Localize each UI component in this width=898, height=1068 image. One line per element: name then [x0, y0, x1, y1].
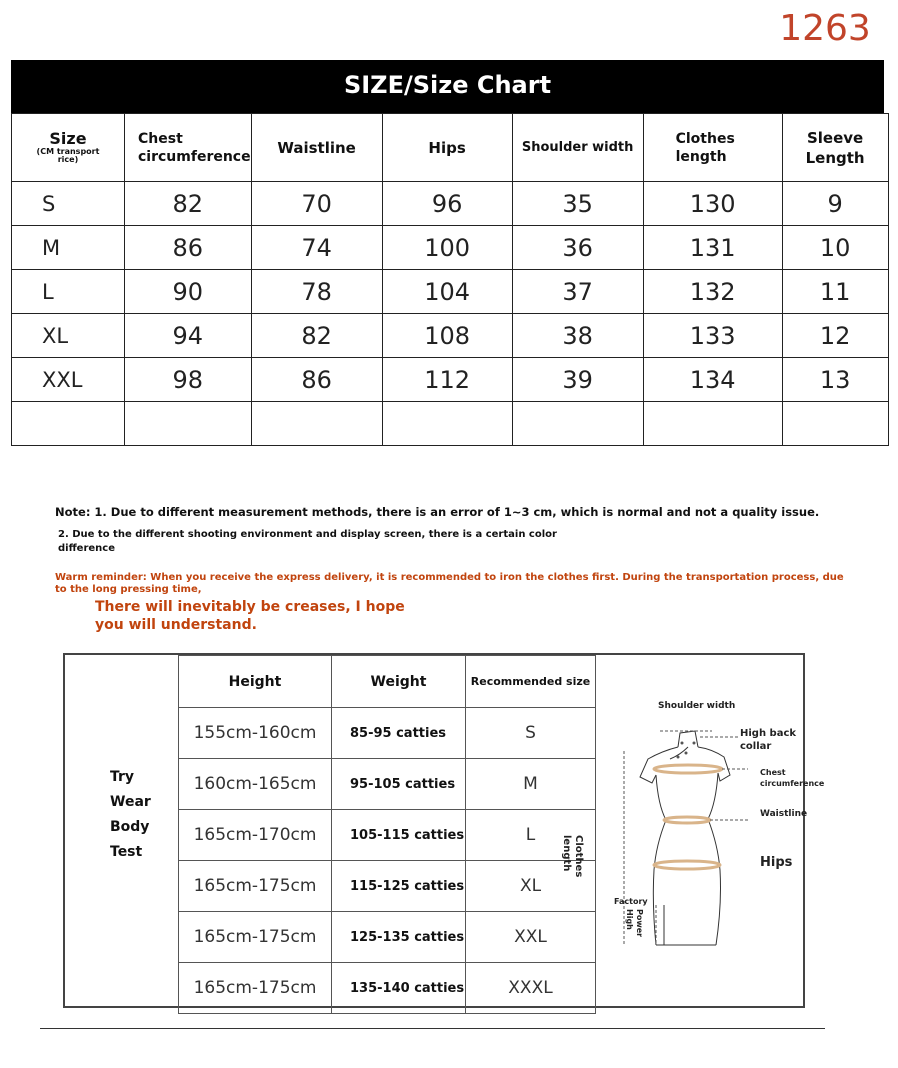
- cell-size: M: [12, 226, 125, 270]
- cell-size: L: [12, 270, 125, 314]
- table-row: [179, 912, 596, 963]
- cell-sleeve: 10: [782, 226, 888, 270]
- cell-waist: 70: [251, 182, 382, 226]
- header-chest: Chest circumference: [125, 114, 252, 182]
- color-note: 2. Due to the different shooting environment and display screen, there is a certain color difference: [58, 529, 557, 554]
- cell-height: 165cm-170cm: [179, 810, 332, 861]
- header-waist: Waistline: [251, 114, 382, 182]
- header-sleeve: Sleeve Length: [782, 114, 888, 182]
- cell-weight: 85-95 catties: [332, 708, 466, 759]
- cell-weight: 125-135 catties: [332, 912, 466, 963]
- cell-length: 130: [643, 182, 782, 226]
- cell-height: 165cm-175cm: [179, 963, 332, 1014]
- cell-hips: 100: [382, 226, 512, 270]
- label-slit-height: Power High: [625, 909, 644, 938]
- creases-notice: There will inevitably be creases, I hope you will understand.: [95, 599, 405, 633]
- empty-cell: [782, 402, 888, 446]
- size-chart-title: SIZE/Size Chart: [11, 60, 884, 113]
- cell-chest: 86: [125, 226, 252, 270]
- empty-cell: [125, 402, 252, 446]
- label-hips: Hips: [760, 855, 793, 870]
- label-slit-factory: Factory: [614, 897, 648, 906]
- cell-length: 134: [643, 358, 782, 402]
- measurement-note: Note: 1. Due to different measurement methods, there is an error of 1~3 cm, which is normal and not a quality issue.: [55, 505, 820, 519]
- header-size-sublabel: (CM transport rice): [36, 146, 100, 165]
- cell-sleeve: 11: [782, 270, 888, 314]
- try-on-table: [178, 655, 596, 1014]
- try-wear-body-test-label: [110, 765, 151, 865]
- cell-shoulder: 38: [512, 314, 643, 358]
- size-chart-table: [11, 113, 889, 446]
- cell-hips: 104: [382, 270, 512, 314]
- cell-recommended: XXL: [466, 912, 596, 963]
- empty-cell: [382, 402, 512, 446]
- warm-reminder: Warm reminder: When you receive the express delivery, it is recommended to iron the clothes first. During the transportation process, due to the long pressing time,: [55, 572, 844, 595]
- cell-size: XL: [12, 314, 125, 358]
- header-recommended-size: Recommended size: [466, 656, 596, 708]
- cell-hips: 112: [382, 358, 512, 402]
- cell-height: 155cm-160cm: [179, 708, 332, 759]
- table-row: [12, 314, 889, 358]
- header-height: Height: [179, 656, 332, 708]
- table-row: [179, 963, 596, 1014]
- try-on-section: [63, 653, 825, 1008]
- cell-waist: 82: [251, 314, 382, 358]
- cell-height: 160cm-165cm: [179, 759, 332, 810]
- cell-height: 165cm-175cm: [179, 912, 332, 963]
- cell-hips: 108: [382, 314, 512, 358]
- header-length: Clothes length: [643, 114, 782, 182]
- cell-recommended: S: [466, 708, 596, 759]
- try-on-header-row: [179, 656, 596, 708]
- cell-size: XXL: [12, 358, 125, 402]
- cell-chest: 90: [125, 270, 252, 314]
- cell-height: 165cm-175cm: [179, 861, 332, 912]
- label-shoulder-width: Shoulder width: [658, 701, 736, 711]
- cell-size: S: [12, 182, 125, 226]
- cell-recommended: M: [466, 759, 596, 810]
- product-code: 1263: [779, 8, 871, 49]
- table-row: [179, 708, 596, 759]
- header-size-label: Size: [49, 128, 87, 148]
- cell-chest: 82: [125, 182, 252, 226]
- empty-cell: [512, 402, 643, 446]
- size-chart-header-row: [12, 114, 889, 182]
- cell-recommended: XXXL: [466, 963, 596, 1014]
- empty-cell: [643, 402, 782, 446]
- table-row: [12, 182, 889, 226]
- side-label-line: Test: [110, 844, 143, 860]
- label-chest-circumference: Chest circumference: [760, 768, 825, 788]
- side-label-line: Try: [110, 769, 135, 785]
- header-hips: Hips: [382, 114, 512, 182]
- cell-sleeve: 12: [782, 314, 888, 358]
- empty-cell: [12, 402, 125, 446]
- cell-sleeve: 9: [782, 182, 888, 226]
- table-row: [179, 861, 596, 912]
- cell-shoulder: 36: [512, 226, 643, 270]
- cell-weight: 95-105 catties: [332, 759, 466, 810]
- header-size: [12, 114, 125, 182]
- cell-sleeve: 13: [782, 358, 888, 402]
- divider: [40, 1028, 825, 1029]
- side-label-line: Wear: [110, 794, 151, 810]
- cell-shoulder: 39: [512, 358, 643, 402]
- cell-length: 132: [643, 270, 782, 314]
- cell-weight: 105-115 catties: [332, 810, 466, 861]
- header-weight: Weight: [332, 656, 466, 708]
- cell-shoulder: 37: [512, 270, 643, 314]
- cell-waist: 74: [251, 226, 382, 270]
- label-clothes-length: Clothes length: [561, 835, 584, 878]
- cell-chest: 94: [125, 314, 252, 358]
- cell-chest: 98: [125, 358, 252, 402]
- label-waistline: Waistline: [760, 809, 808, 819]
- cell-weight: 115-125 catties: [332, 861, 466, 912]
- cell-hips: 96: [382, 182, 512, 226]
- cell-weight: 135-140 catties: [332, 963, 466, 1014]
- header-shoulder: Shoulder width: [512, 114, 643, 182]
- table-row: [12, 358, 889, 402]
- cell-waist: 78: [251, 270, 382, 314]
- cell-length: 133: [643, 314, 782, 358]
- side-label-line: Body: [110, 819, 150, 835]
- label-high-back-collar: High back collar: [740, 728, 797, 752]
- cell-waist: 86: [251, 358, 382, 402]
- table-row: [179, 810, 596, 861]
- table-row: [179, 759, 596, 810]
- cell-length: 131: [643, 226, 782, 270]
- dress-diagram: [561, 695, 825, 965]
- cell-recommended: XL: [466, 861, 596, 912]
- empty-cell: [251, 402, 382, 446]
- table-row: [12, 226, 889, 270]
- table-row: [12, 270, 889, 314]
- cell-recommended: L: [466, 810, 596, 861]
- table-row-empty: [12, 402, 889, 446]
- cell-shoulder: 35: [512, 182, 643, 226]
